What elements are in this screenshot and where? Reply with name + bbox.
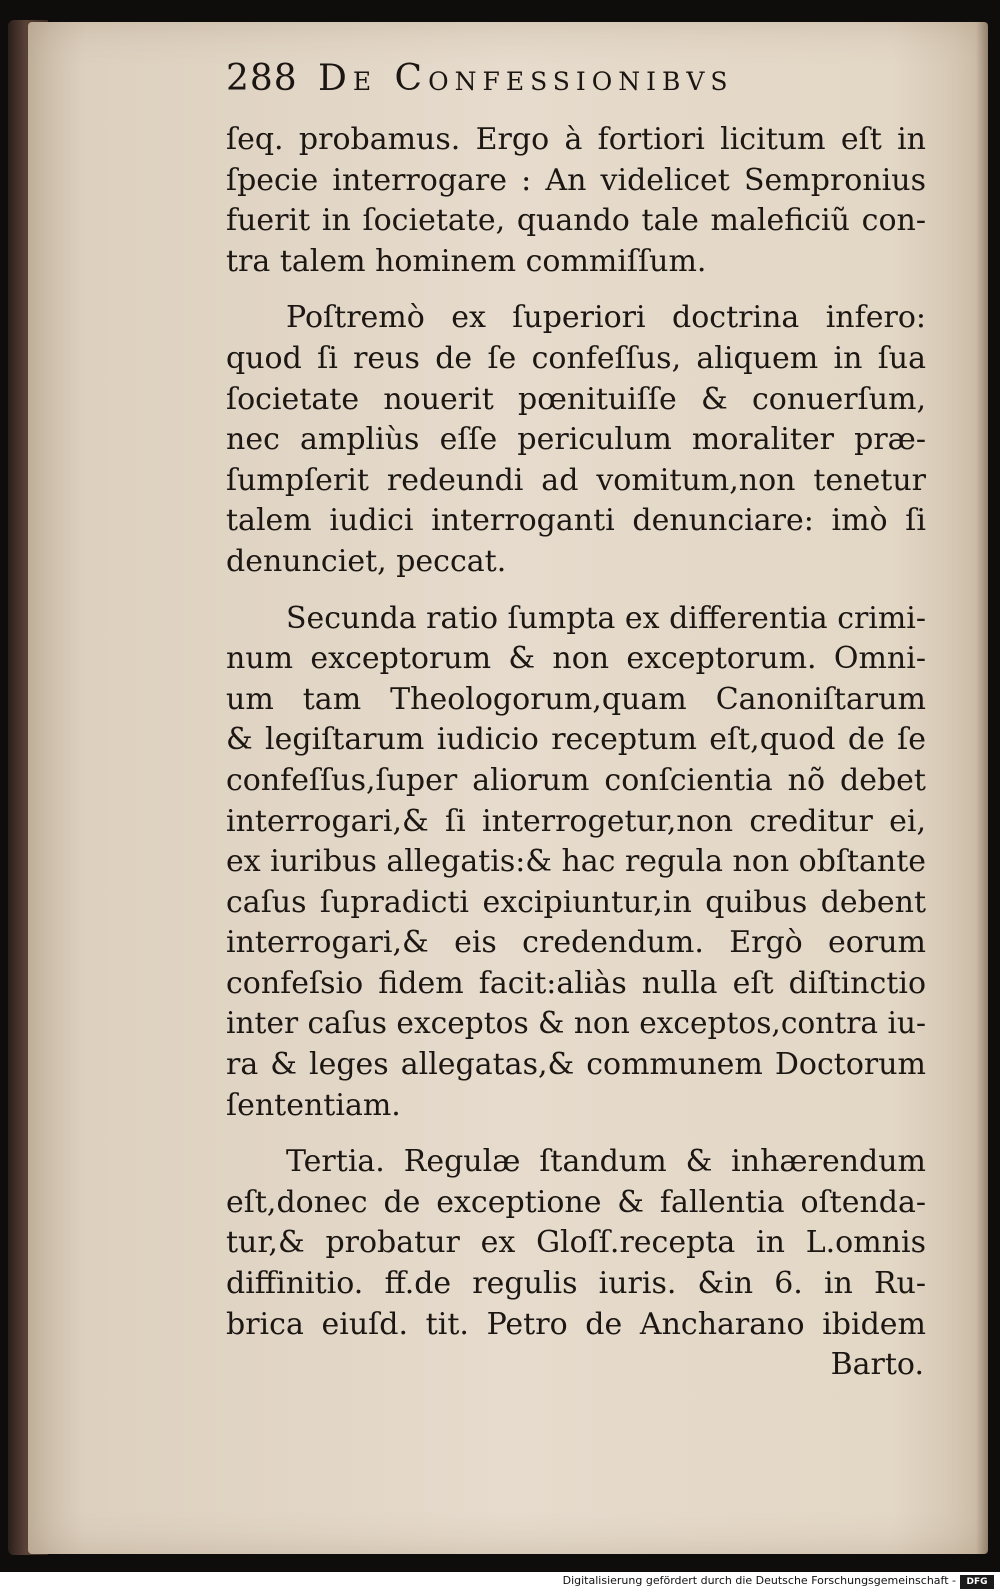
- paragraph-gap: [226, 583, 932, 599]
- text-line: inter caſus exceptos & non exceptos,contra iu-: [226, 1006, 927, 1042]
- text-line: ſumpſerit redeundi ad vomitum,non tenetur: [226, 462, 927, 498]
- text-line: Poſtremò ex ſuperiori doctrina infero:: [286, 300, 926, 336]
- paragraph-gap: [226, 282, 932, 298]
- text-line: fuerit in ſocietate, quando tale maleficiũ con-: [226, 203, 927, 239]
- text-line: num exceptorum & non exceptorum. Omni-: [226, 641, 926, 677]
- running-title: De Confessionibvs: [318, 58, 734, 99]
- text-line: diffinitio. ff.de regulis iuris. &in 6. in Ru-: [226, 1266, 927, 1302]
- body-text: [226, 120, 932, 1386]
- text-line: eſt,donec de exceptione & fallentia oſtenda-: [226, 1184, 927, 1220]
- text-line: ra & leges allegatas,& communem Doctorum: [226, 1047, 927, 1083]
- text-line: brica eiuſd. tit. Petro de Ancharano ibidem: [226, 1306, 926, 1342]
- catchword: Barto.: [830, 1347, 924, 1383]
- text-line: confeſſus,ſuper aliorum conſcientia nõ debet: [226, 762, 926, 798]
- text-line: interrogari,& ſi interrogetur,non creditur ei,: [226, 803, 927, 839]
- text-line: ſeq. probamus. Ergo à fortiori licitum eſt in: [226, 122, 926, 157]
- text-line: denunciet, peccat.: [226, 543, 507, 579]
- text-line: & legiſtarum iudicio receptum eſt,quod de ſe: [226, 722, 926, 758]
- text-line: interrogari,& eis credendum. Ergò eorum: [226, 925, 926, 961]
- text-line: confeſsio fidem facit:aliàs nulla eſt diſtinctio: [226, 965, 927, 1001]
- text-line: tra talem hominem commiſſum.: [226, 243, 707, 279]
- text-line: talem iudici interroganti denunciare: imò ſi: [226, 503, 926, 539]
- dfg-logo: DFG: [960, 1575, 994, 1589]
- paragraph: [226, 120, 932, 282]
- paragraph: [226, 298, 932, 582]
- text-line: nec ampliùs eſſe periculum moraliter præ-: [226, 422, 927, 458]
- text-line: quod ſi reus de ſe confeſſus, aliquem in ſua: [226, 340, 927, 376]
- text-line: Secunda ratio ſumpta ex differentia crimi-: [286, 600, 926, 636]
- text-line: Tertia. Regulæ ſtandum & inhærendum: [286, 1144, 926, 1180]
- text-line: ſententiam.: [226, 1087, 401, 1123]
- text-line: ſocietate nouerit pœnituiſſe & conuerſum,: [226, 381, 927, 417]
- digitization-footer: [0, 1572, 1000, 1592]
- running-head: [226, 58, 926, 108]
- text-line: tur,& probatur ex Gloſſ.recepta in L.omnis: [226, 1225, 926, 1261]
- paragraph: [226, 1142, 932, 1345]
- text-line: ex iuribus allegatis:& hac regula non obſtante: [226, 844, 927, 880]
- page-edge-shadow: [976, 22, 988, 1554]
- text-line: um tam Theologorum,quam Canoniſtarum: [226, 681, 926, 717]
- dfg-credit: Digitalisierung gefördert durch die Deutsche Forschungsgemeinschaft -: [562, 1574, 956, 1587]
- text-line: ſpecie interrogare : An videlicet Sempronius: [226, 162, 926, 198]
- paragraph-gap: [226, 1126, 932, 1142]
- text-line: caſus ſupradicti excipiuntur,in quibus debent: [226, 884, 926, 920]
- paragraph: [226, 599, 932, 1127]
- page-number: 288: [226, 58, 298, 99]
